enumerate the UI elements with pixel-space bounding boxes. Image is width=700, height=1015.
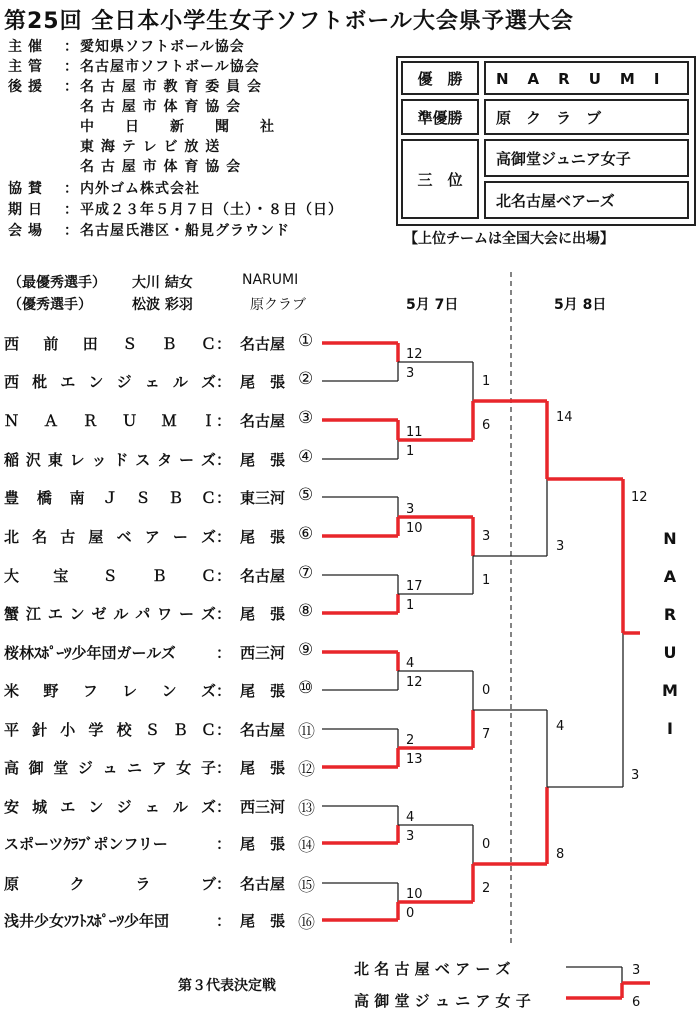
team-name-char: ズ <box>200 451 216 469</box>
team-region: 名古屋 <box>240 567 286 585</box>
third-place-team1: 北 名 古 屋 ベ ア ー ズ <box>354 960 511 978</box>
team-name-char: ュ <box>102 759 118 777</box>
team-name-char: 南 <box>69 489 85 507</box>
team-name-char: Ｂ <box>168 489 184 507</box>
score-final: 12 <box>631 490 648 505</box>
score-r1: 4 <box>406 810 415 825</box>
team-seed-number: ⑩ <box>298 678 314 698</box>
team-name-char: Ｓ <box>102 567 118 585</box>
info-colon: ： <box>64 79 79 95</box>
mvp-best-label: （最優秀選手） <box>8 275 106 291</box>
team-name-char: ズ <box>200 798 216 816</box>
team-name-char: 稲 <box>4 451 20 469</box>
date-day1: 5月 7日 <box>406 297 459 313</box>
team-name-char: 御 <box>28 759 44 777</box>
team-name-char: レ <box>69 451 85 469</box>
team-region: 東三河 <box>240 489 286 507</box>
third-place-team2: 高 御 堂 ジ ュ ニ ア 女 子 <box>354 992 531 1010</box>
team-region: 尾 張 <box>240 605 286 623</box>
team-colon: ： <box>216 567 232 585</box>
team-region: 名古屋 <box>240 721 286 739</box>
score-qf: 1 <box>482 374 491 389</box>
team-name-char: 江 <box>25 605 41 623</box>
team-name-char: 宝 <box>53 567 69 585</box>
team-name-char: ル <box>172 373 188 391</box>
team-name-char: 平 <box>4 721 20 739</box>
team-name: 浅井少女ｿﾌﾄｽﾎﾟｰﾂ少年団 <box>4 912 170 930</box>
score-r1: 13 <box>406 752 423 767</box>
winner-letter: N <box>663 529 677 548</box>
team-name-char: ェ <box>144 373 160 391</box>
team-colon: ： <box>216 682 232 700</box>
team-name-char: Ｃ <box>200 489 216 507</box>
team-name-char: Ｃ <box>200 567 216 585</box>
team-name-char: ア <box>144 528 160 546</box>
team-name-char: 小 <box>60 721 76 739</box>
team-name-char: 学 <box>88 721 104 739</box>
team-seed-number: ⑤ <box>298 485 314 505</box>
info-label: 期日 <box>8 202 48 218</box>
info-colon: ： <box>64 181 79 197</box>
team-name-char: ン <box>88 798 104 816</box>
mvp-best-name: 大川 結女 <box>132 275 193 291</box>
score-r1: 0 <box>406 906 415 921</box>
team-name-char: ェ <box>144 798 160 816</box>
team-name-char: ー <box>172 528 188 546</box>
team-seed-number: ⑮ <box>298 876 315 896</box>
team-colon: ： <box>216 412 232 430</box>
score-qf: 0 <box>482 837 491 852</box>
team-seed-number: ① <box>298 331 314 351</box>
score-qf: 1 <box>482 573 491 588</box>
team-name-char: Ａ <box>43 412 59 430</box>
team-region: 西三河 <box>240 798 286 816</box>
team-seed-number: ⑦ <box>298 563 314 583</box>
team-name-char: ド <box>113 451 129 469</box>
team-region: 尾 張 <box>240 451 286 469</box>
team-name-char: 橋 <box>36 489 52 507</box>
team-region: 名古屋 <box>240 335 286 353</box>
team-name-char: ズ <box>200 373 216 391</box>
team-seed-number: ⑪ <box>298 722 315 742</box>
score-r1: 17 <box>406 579 423 594</box>
score-r1: 4 <box>406 656 415 671</box>
team-name: スポーツｸﾗﾌﾞポンフリー <box>4 835 168 853</box>
team-seed-number: ⑫ <box>298 760 315 780</box>
team-colon: ： <box>216 489 232 507</box>
info-value: 名 古 屋 市 教 育 委 員 会 <box>80 79 262 95</box>
team-name-char: 安 <box>4 798 20 816</box>
score-r1: 11 <box>406 425 423 440</box>
team-name-char: ジ <box>116 798 132 816</box>
score-sf: 14 <box>556 410 573 425</box>
team-name-char: Ｕ <box>122 412 138 430</box>
score-qf: 3 <box>482 529 491 544</box>
info-colon: ： <box>64 39 79 55</box>
team-region: 尾 張 <box>240 373 286 391</box>
team-name-char: Ｎ <box>4 412 20 430</box>
team-name-char: ン <box>88 373 104 391</box>
score-qf: 0 <box>482 683 491 698</box>
team-name-char: ラ <box>135 875 151 893</box>
winner-letter: U <box>663 643 677 662</box>
winner-letter: M <box>662 681 678 700</box>
team-name-char: ワ <box>157 605 173 623</box>
team-colon: ： <box>216 644 232 662</box>
team-name-char: パ <box>135 605 151 623</box>
score-r1: 1 <box>406 444 415 459</box>
team-name-char: Ｂ <box>172 721 188 739</box>
team-name-char: Ｓ <box>135 489 151 507</box>
team-name-char: ー <box>179 451 195 469</box>
info-value: 内外ゴム株式会社 <box>80 181 200 197</box>
team-name-char: ス <box>135 451 151 469</box>
team-colon: ： <box>216 721 232 739</box>
score-third-place: 3 <box>632 963 641 978</box>
score-r1: 3 <box>406 829 415 844</box>
score-r1: 2 <box>406 733 415 748</box>
info-colon: ： <box>64 59 79 75</box>
team-name-char: 古 <box>60 528 76 546</box>
team-name-char: 前 <box>43 335 59 353</box>
team-name-char: 蟹 <box>4 605 20 623</box>
date-day2: 5月 8日 <box>554 297 607 313</box>
info-value: 名古屋市ソフトボール協会 <box>80 59 260 75</box>
team-name-char: 子 <box>200 759 216 777</box>
score-sf: 8 <box>556 847 565 862</box>
third-place-playoff-label: 第３代表決定戦 <box>178 978 276 994</box>
score-qf: 7 <box>482 727 491 742</box>
qualification-note: 【上位チームは全国大会に出場】 <box>404 231 614 247</box>
champion-label: 優 勝 <box>401 61 479 95</box>
team-name-char: 高 <box>4 759 20 777</box>
info-value: 中 日 新 聞 社 <box>80 119 275 135</box>
team-name-char: ッ <box>91 451 107 469</box>
score-sf: 3 <box>556 539 565 554</box>
team-name-char: 豊 <box>4 489 20 507</box>
team-region: 名古屋 <box>240 875 286 893</box>
team-name-char: ブ <box>200 875 216 893</box>
score-qf: 6 <box>482 418 491 433</box>
team-name-char: ズ <box>200 682 216 700</box>
score-r1: 1 <box>406 598 415 613</box>
team-name-char: タ <box>157 451 173 469</box>
runnerup-value: 原 ク ラ ブ <box>484 99 689 135</box>
team-name-char: ズ <box>200 528 216 546</box>
team-name-char: 西 <box>4 335 20 353</box>
team-name-char: Ｂ <box>151 567 167 585</box>
team-name-char: 堂 <box>53 759 69 777</box>
team-name-char: エ <box>60 798 76 816</box>
team-name-char: 北 <box>4 528 20 546</box>
team-region: 尾 張 <box>240 912 286 930</box>
team-name-char: ア <box>151 759 167 777</box>
team-name-char: 野 <box>43 682 59 700</box>
score-final: 3 <box>631 768 640 783</box>
team-name-char: Ｓ <box>122 335 138 353</box>
team-name-char: 田 <box>82 335 98 353</box>
score-sf: 4 <box>556 719 565 734</box>
team-name-char: ク <box>69 875 85 893</box>
team-name-char: 東 <box>47 451 63 469</box>
info-value: 名古屋氏港区・船見グラウンド <box>80 223 290 239</box>
team-seed-number: ⑭ <box>298 836 315 856</box>
info-colon: ： <box>64 202 79 218</box>
team-colon: ： <box>216 798 232 816</box>
team-region: 尾 張 <box>240 528 286 546</box>
team-region: 尾 張 <box>240 682 286 700</box>
team-name-char: 針 <box>32 721 48 739</box>
score-r1: 3 <box>406 366 415 381</box>
team-name-char: ル <box>172 798 188 816</box>
team-colon: ： <box>216 835 232 853</box>
team-colon: ： <box>216 451 232 469</box>
score-r1: 12 <box>406 347 423 362</box>
team-name-char: レ <box>122 682 138 700</box>
mvp-excellent-name: 松波 彩羽 <box>132 297 193 313</box>
info-value: 名 古 屋 市 体 育 協 会 <box>80 159 242 175</box>
team-name-char: エ <box>47 605 63 623</box>
team-seed-number: ③ <box>298 408 314 428</box>
third-value-2: 北名古屋ベアーズ <box>484 181 689 219</box>
champion-value: N A R U M I <box>484 61 689 95</box>
team-name-char: 米 <box>4 682 20 700</box>
team-name-char: 城 <box>32 798 48 816</box>
team-name-char: ン <box>161 682 177 700</box>
score-r1: 10 <box>406 521 423 536</box>
team-seed-number: ④ <box>298 447 314 467</box>
team-seed-number: ② <box>298 369 314 389</box>
team-name-char: 大 <box>4 567 20 585</box>
team-name-char: ジ <box>77 759 93 777</box>
team-name-char: 屋 <box>88 528 104 546</box>
team-name-char: ズ <box>200 605 216 623</box>
team-name-char: Ｓ <box>144 721 160 739</box>
team-seed-number: ⑯ <box>298 913 315 933</box>
team-name-char: エ <box>60 373 76 391</box>
team-region: 西三河 <box>240 644 286 662</box>
team-colon: ： <box>216 875 232 893</box>
score-r1: 10 <box>406 887 423 902</box>
score-third-place: 6 <box>632 995 641 1010</box>
team-name-char: 沢 <box>25 451 41 469</box>
winner-letter: A <box>663 567 677 586</box>
info-label: 主催 <box>8 39 48 55</box>
info-colon: ： <box>64 223 79 239</box>
info-label: 協賛 <box>8 181 48 197</box>
info-label: 主管 <box>8 59 48 75</box>
third-value-1: 高御堂ジュニア女子 <box>484 139 689 177</box>
info-value: 平成２３年５月７日（土）・８日（日） <box>80 202 343 218</box>
runnerup-label: 準優勝 <box>401 99 479 135</box>
team-name-char: ニ <box>127 759 143 777</box>
score-r1: 12 <box>406 675 423 690</box>
team-region: 尾 張 <box>240 759 286 777</box>
team-name-char: 西 <box>4 373 20 391</box>
info-label: 会場 <box>8 223 48 239</box>
team-colon: ： <box>216 759 232 777</box>
team-name-char: ル <box>113 605 129 623</box>
team-name-char: 原 <box>4 875 20 893</box>
team-seed-number: ⑥ <box>298 524 314 544</box>
team-name-char: ー <box>179 605 195 623</box>
team-name-char: 女 <box>176 759 192 777</box>
team-name-char: 名 <box>32 528 48 546</box>
team-name-char: ジ <box>116 373 132 391</box>
team-name-char: ゼ <box>91 605 107 623</box>
team-colon: ： <box>216 605 232 623</box>
team-name-char: Ｒ <box>82 412 98 430</box>
team-seed-number: ⑬ <box>298 799 315 819</box>
team-colon: ： <box>216 528 232 546</box>
team-name-char: フ <box>82 682 98 700</box>
team-name-char: Ｉ <box>200 412 216 430</box>
team-colon: ： <box>216 373 232 391</box>
team-name-char: ン <box>69 605 85 623</box>
winner-vertical-text <box>660 520 680 748</box>
team-name: 桜林ｽﾎﾟｰﾂ少年団ガールズ <box>4 644 176 662</box>
mvp-excellent-label: （優秀選手） <box>8 297 92 313</box>
info-value: 東 海 テ レ ビ 放 送 <box>80 139 221 155</box>
team-name-char: Ｊ <box>102 489 118 507</box>
info-value: 愛知県ソフトボール協会 <box>80 39 245 55</box>
info-label: 後援 <box>8 79 48 95</box>
info-value: 名 古 屋 市 体 育 協 会 <box>80 99 242 115</box>
team-region: 名古屋 <box>240 412 286 430</box>
mvp-best-team: NARUMI <box>242 272 299 288</box>
third-label: 三 位 <box>401 139 479 219</box>
winner-letter: R <box>663 605 677 624</box>
winner-letter: I <box>667 719 673 738</box>
team-name-char: Ｂ <box>161 335 177 353</box>
mvp-excellent-team: 原クラブ <box>250 297 306 313</box>
score-qf: 2 <box>482 881 491 896</box>
team-colon: ： <box>216 335 232 353</box>
score-r1: 3 <box>406 502 415 517</box>
team-name-char: 校 <box>116 721 132 739</box>
team-name-char: Ｃ <box>200 721 216 739</box>
team-name-char: Ｃ <box>200 335 216 353</box>
team-seed-number: ⑨ <box>298 640 314 660</box>
team-name-char: 枇 <box>32 373 48 391</box>
team-name-char: ベ <box>116 528 132 546</box>
team-name-char: Ｍ <box>161 412 177 430</box>
team-region: 尾 張 <box>240 835 286 853</box>
team-seed-number: ⑧ <box>298 601 314 621</box>
page-title: 第25回 全日本小学生女子ソフトボール大会県予選大会 <box>4 9 574 34</box>
team-colon: ： <box>216 912 232 930</box>
